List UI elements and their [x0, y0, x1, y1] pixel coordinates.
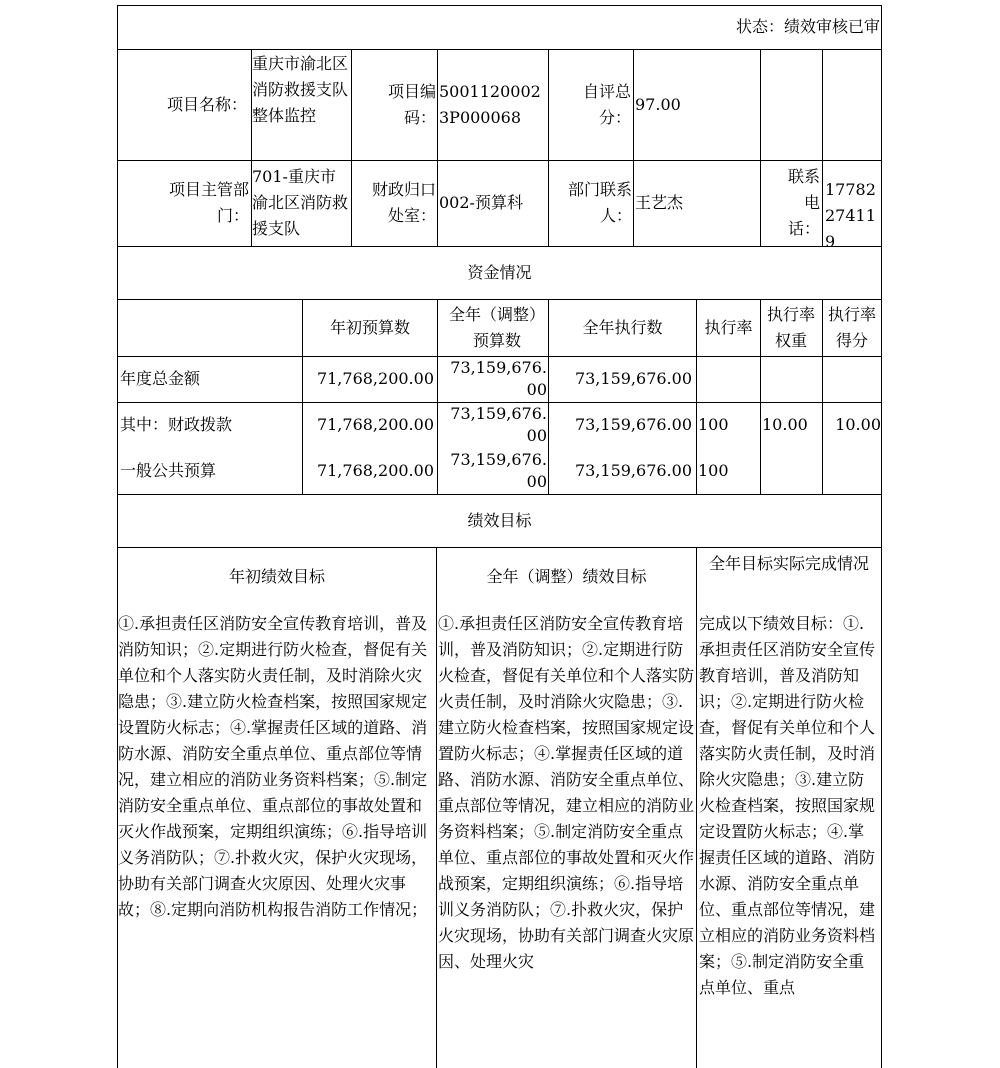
performance-report-page: [117, 5, 882, 1068]
col-divider: [351, 49, 352, 246]
col-divider: [696, 547, 697, 1068]
project-code-label: 项目编码：: [387, 82, 436, 127]
finance-office-label: 财政归口处室：: [372, 180, 437, 225]
goals-col3-header: 全年目标实际完成情况: [708, 554, 869, 573]
funds-row-rate: [698, 356, 759, 402]
funds-section-title: 资金情况: [467, 262, 532, 282]
funds-row-score: [823, 448, 881, 494]
funds-row-adjusted: 73,159,676.00: [450, 404, 547, 445]
funds-header-score: 执行率得分: [827, 305, 876, 350]
goals-section-title: 绩效目标: [467, 510, 532, 530]
status-text: 状态：绩效审核已审: [735, 17, 880, 36]
funds-row-weight: [762, 448, 821, 494]
project-name-label: 项目名称：: [166, 94, 247, 114]
col-divider: [633, 49, 634, 246]
col-divider: [437, 49, 438, 246]
funds-row-initial: 71,768,200.00: [316, 369, 434, 388]
dept-value: 701-重庆市渝北区消防救援支队: [252, 167, 349, 238]
funds-row-adjusted: 73,159,676.00: [450, 450, 547, 491]
funds-row-weight: [762, 356, 821, 402]
funds-row-initial: 71,768,200.00: [316, 415, 434, 434]
goals-col2-text: ①.承担责任区消防安全宣传教育培训，普及消防知识；②.定期进行防火检查，督促有关单位和个人落实防火责任制，及时消除火灾隐患；③.建立防火检查档案，按照国家规定设置防火标志；④.掌握责任区域的道路、消防水源、消防安全重点单位、重点部位等情况，建立相应的消防业务资料档案；⑤.制定消防安全重点单位、重点部位的事故处置和灭火作战预案，定期组织演练；⑥.指导培训义务消防队；⑦.扑救火灾，保护火灾现场，协助有关部门调查火灾原因、处理火灾: [438, 614, 695, 971]
goals-col1-header: 年初绩效目标: [228, 567, 325, 586]
phone-value: 17782274119: [825, 180, 876, 251]
funds-row-score: 10.00: [835, 415, 881, 434]
funds-header-executed: 全年执行数: [582, 317, 663, 337]
row-divider: [117, 547, 882, 548]
project-code-value: 50011200023P000068: [439, 82, 541, 127]
self-score-value: 97.00: [635, 94, 681, 114]
funds-row-executed: 73,159,676.00: [574, 369, 692, 388]
funds-row-score: [823, 356, 881, 402]
funds-row-label: 年度总金额: [120, 369, 201, 388]
goals-col3-text: 完成以下绩效目标：①.承担责任区消防安全宣传教育培训，普及消防知识；②.定期进行防火检查，督促有关单位和个人落实防火责任制，及时消除火灾隐患；③.建立防火检查档案，按照国家规定设置防火标志；④.掌握责任区域的道路、消防水源、消防安全重点单位、重点部位等情况，建立相应的消防业务资料档案；⑤.制定消防安全重点单位、重点: [699, 614, 876, 997]
contact-label: 部门联系人：: [567, 180, 632, 225]
funds-row-weight: 10.00: [762, 415, 808, 434]
project-name-value: 重庆市渝北区消防救援支队整体监控: [252, 54, 349, 125]
finance-office-value: 002-预算科: [439, 193, 523, 212]
funds-header-weight: 执行率权重: [766, 305, 815, 350]
col-divider: [548, 49, 549, 246]
funds-header-adjusted: 全年（调整）预算数: [448, 305, 545, 350]
col-divider: [822, 49, 823, 246]
col-divider: [436, 547, 437, 1068]
funds-row-rate: 100: [698, 461, 729, 480]
funds-row-executed: 73,159,676.00: [574, 461, 692, 480]
self-score-label: 自评总分：: [582, 82, 631, 127]
funds-row-label: 一般公共预算: [120, 461, 217, 480]
phone-label: 联系电话：: [787, 167, 820, 238]
funds-header-initial: 年初预算数: [329, 317, 410, 337]
funds-row-adjusted: 73,159,676.00: [450, 358, 547, 399]
row-divider: [117, 299, 882, 300]
dept-label: 项目主管部门：: [168, 180, 249, 225]
funds-row-rate: 100: [698, 415, 729, 434]
funds-row-label: 其中：财政拨款: [120, 415, 233, 434]
funds-header-rate: 执行率: [704, 317, 753, 337]
funds-row-executed: 73,159,676.00: [574, 415, 692, 434]
col-divider: [437, 299, 438, 494]
contact-value: 王艺杰: [635, 193, 684, 212]
goals-col1-text: ①.承担责任区消防安全宣传教育培训，普及消防知识；②.定期进行防火检查，督促有关单位和个人落实防火责任制，及时消除火灾隐患；③.建立防火检查档案，按照国家规定设置防火标志；④.掌握责任区域的道路、消防水源、消防安全重点单位、重点部位等情况，建立相应的消防业务资料档案；⑤.制定消防安全重点单位、重点部位的事故处置和灭火作战预案，定期组织演练；⑥.指导培训义务消防队；⑦.扑救火灾，保护火灾现场，协助有关部门调查火灾原因、处理火灾事故；⑧.定期向消防机构报告消防工作情况；: [118, 614, 428, 919]
goals-col2-header: 全年（调整）绩效目标: [486, 567, 647, 586]
col-divider: [760, 49, 761, 246]
funds-row-initial: 71,768,200.00: [316, 461, 434, 480]
